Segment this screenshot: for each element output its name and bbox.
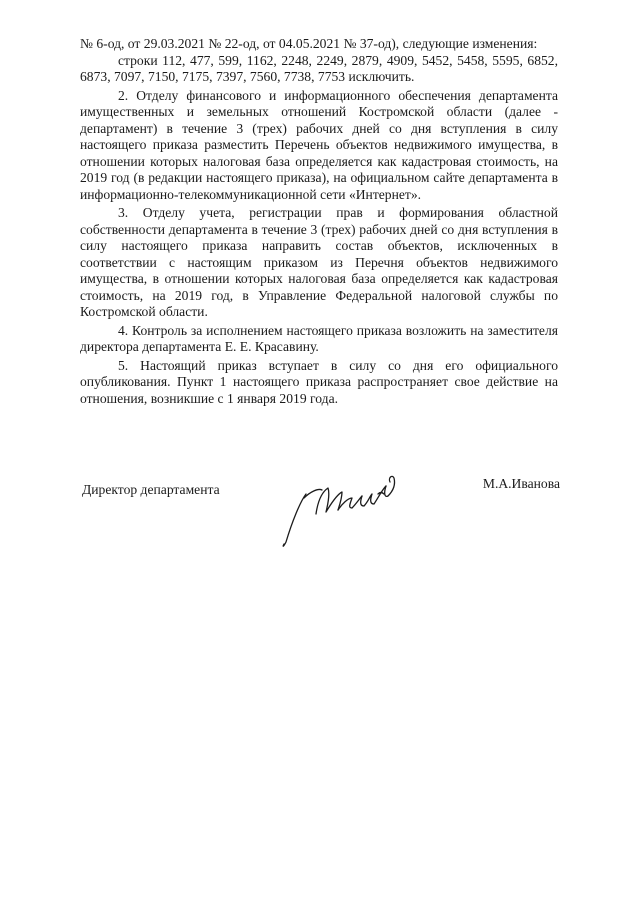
paragraph-rows-list: строки 112, 477, 599, 1162, 2248, 2249, 2879, 4909, 5452, 5458, 5595, 6852, 6873, 7097, 7150, 7175, 7397, 7560, 7738, 7753 исключить. (80, 52, 558, 84)
signatory-name: М.А.Иванова (482, 476, 560, 491)
signature-block (80, 476, 560, 566)
paragraph-4: 4. Контроль за исполнением настоящего приказа возложить на заместителя директора департамента Е. Е. Красавину. (80, 322, 558, 354)
paragraph-3: 3. Отделу учета, регистрации прав и формирования областной собственности департамента в течение 3 (трех) рабочих дней со дня вступления в силу настоящего приказа направить состав объектов, исключенных в соответствии с настоящим приказом из Перечня объектов недвижимого имущества, в отношении которых налоговая база определяется как кадастровая стоимость, на 2019 год, в Управление Федеральной налоговой службы по Костромской области. (80, 205, 558, 319)
document-body (80, 36, 558, 407)
signatory-position: Директор департамента (82, 482, 220, 497)
handwritten-signature (276, 464, 416, 554)
paragraph-continuation: № 6-од, от 29.03.2021 № 22-од, от 04.05.2021 № 37-од), следующие изменения: (80, 36, 538, 51)
paragraph-2: 2. Отделу финансового и информационного обеспечения департамента имущественных и земельных отношений Костромской области (далее - департамент) в течение 3 (трех) рабочих дней со дня вступления в силу настоящего приказа разместить Перечень объектов недвижимого имущества, в отношении которых налоговая база определяется как кадастровая стоимость, на 2019 год (в редакции настоящего приказа), на официальном сайте департамента в информационно-телекоммуникационной сети «Интернет». (80, 87, 558, 202)
paragraph-5: 5. Настоящий приказ вступает в силу со дня его официального опубликования. Пункт 1 настоящего приказа распространяет свое действие на отношения, возникшие с 1 января 2019 года. (80, 357, 558, 406)
